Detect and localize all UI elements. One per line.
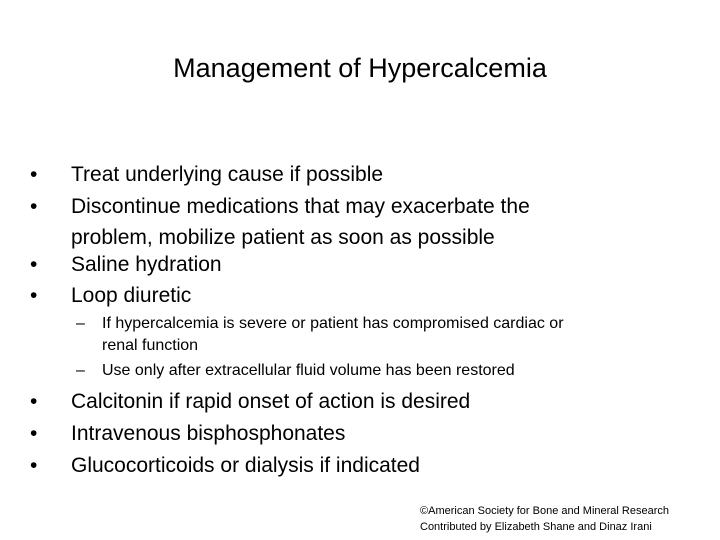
bullet-text-line: problem, mobilize patient as soon as possible <box>71 226 495 249</box>
bullet-marker: • <box>30 163 38 186</box>
bullet-item <box>30 249 670 280</box>
bullet-text: Intravenous bisphosphonates <box>71 422 346 445</box>
sub-bullet-text <box>102 313 686 357</box>
bullet-text <box>71 191 670 253</box>
credit-line-copyright: ©American Society for Bone and Mineral Research <box>420 505 669 517</box>
bullet-item <box>30 159 670 190</box>
bullet-marker: • <box>30 390 38 413</box>
bullet-item <box>30 191 670 253</box>
bullet-marker: • <box>30 422 38 445</box>
bullet-item <box>30 280 670 311</box>
slide-title: Management of Hypercalcemia <box>173 53 547 83</box>
sub-bullet-marker: – <box>76 362 85 379</box>
bullet-text: Saline hydration <box>71 253 222 276</box>
sub-bullet-marker: – <box>76 315 85 332</box>
bullet-item <box>30 386 670 417</box>
bullet-item <box>30 418 670 449</box>
bullet-text: Calcitonin if rapid onset of action is desired <box>71 390 471 413</box>
bullet-marker: • <box>30 195 38 218</box>
bullet-item <box>30 450 670 481</box>
bullet-text: Loop diuretic <box>71 284 192 307</box>
bullet-text: Glucocorticoids or dialysis if indicated <box>71 454 420 477</box>
bullet-marker: • <box>30 253 38 276</box>
sub-bullet-text-line: If hypercalcemia is severe or patient has compromised cardiac or <box>102 315 564 332</box>
bullet-text-line: Discontinue medications that may exacerbate the <box>71 195 530 218</box>
bullet-marker: • <box>30 454 38 477</box>
credit-line-contributors: Contributed by Elizabeth Shane and Dinaz Irani <box>420 521 652 533</box>
bullet-text: Treat underlying cause if possible <box>71 163 384 186</box>
sub-bullet-item <box>76 360 686 382</box>
sub-bullet-text-line: renal function <box>102 337 199 354</box>
sub-bullet-text: Use only after extracellular fluid volume has been restored <box>102 362 515 379</box>
bullet-marker: • <box>30 284 38 307</box>
credits <box>420 503 669 535</box>
sub-bullet-item <box>76 313 686 357</box>
